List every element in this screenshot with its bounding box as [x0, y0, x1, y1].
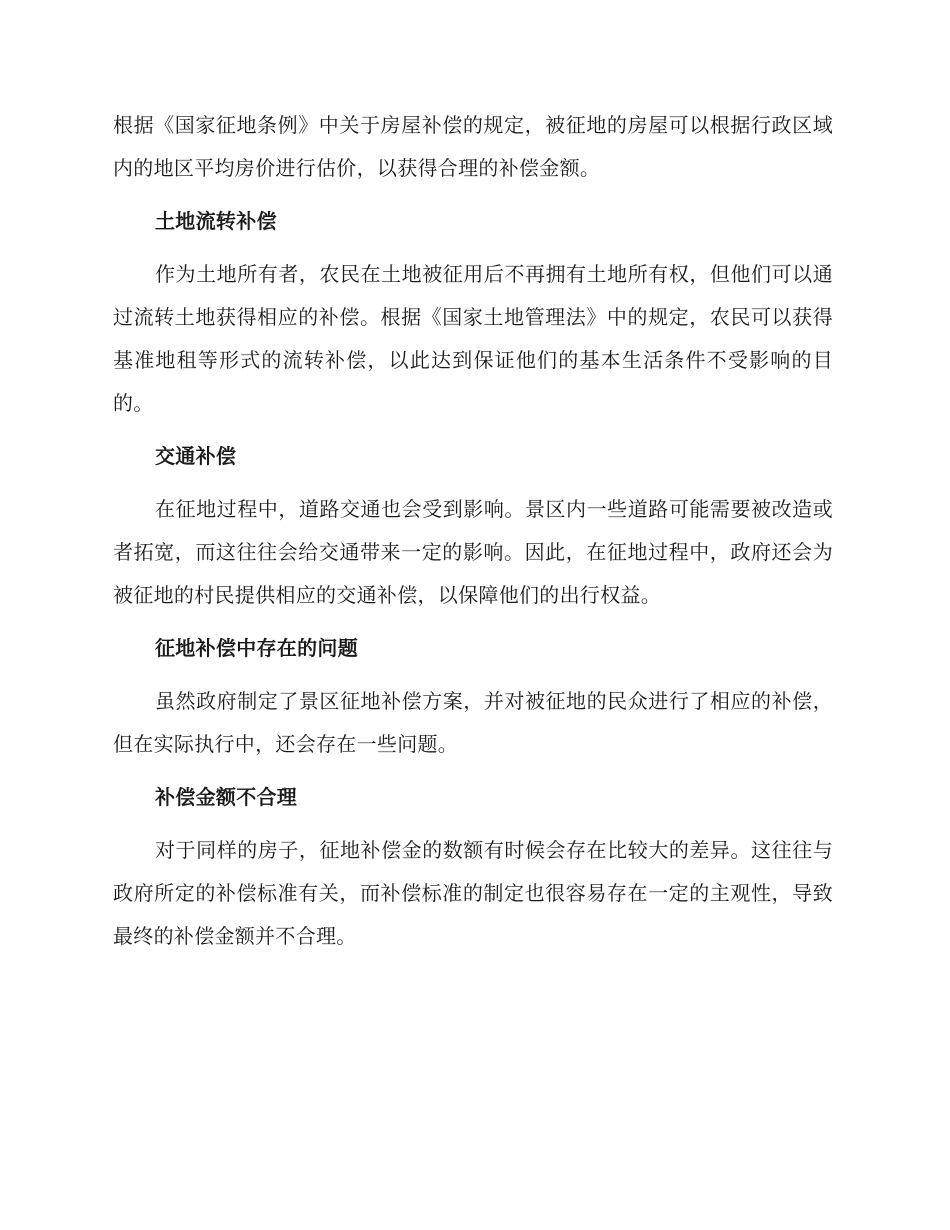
heading-unreasonable-amount: 补偿金额不合理	[155, 785, 298, 809]
paragraph-land-transfer-compensation: 作为土地所有者，农民在土地被征用后不再拥有土地所有权，但他们可以通过流转土地获得相应的补偿。根据《国家土地管理法》中的规定，农民可以获得基准地租等形式的流转补偿，以此达到保证他们的基本生活条件不受影响的目的。	[113, 262, 833, 415]
paragraph-compensation-problems: 虽然政府制定了景区征地补偿方案，并对被征地的民众进行了相应的补偿，但在实际执行中，还会存在一些问题。	[113, 689, 833, 756]
paragraph-unreasonable-amount: 对于同样的房子，征地补偿金的数额有时候会存在比较大的差异。这往往与政府所定的补偿标准有关，而补偿标准的制定也很容易存在一定的主观性，导致最终的补偿金额并不合理。	[113, 838, 833, 948]
heading-traffic-compensation: 交通补偿	[155, 444, 237, 468]
paragraph-traffic-compensation: 在征地过程中，道路交通也会受到影响。景区内一些道路可能需要被改造或者拓宽，而这往往会给交通带来一定的影响。因此，在征地过程中，政府还会为被征地的村民提供相应的交通补偿，以保障他们的出行权益。	[113, 497, 833, 607]
paragraph-housing-compensation: 根据《国家征地条例》中关于房屋补偿的规定，被征地的房屋可以根据行政区域内的地区平均房价进行估价，以获得合理的补偿金额。	[113, 113, 833, 180]
heading-land-transfer-compensation: 土地流转补偿	[155, 209, 277, 233]
document-body	[113, 104, 833, 968]
heading-compensation-problems: 征地补偿中存在的问题	[155, 636, 358, 660]
